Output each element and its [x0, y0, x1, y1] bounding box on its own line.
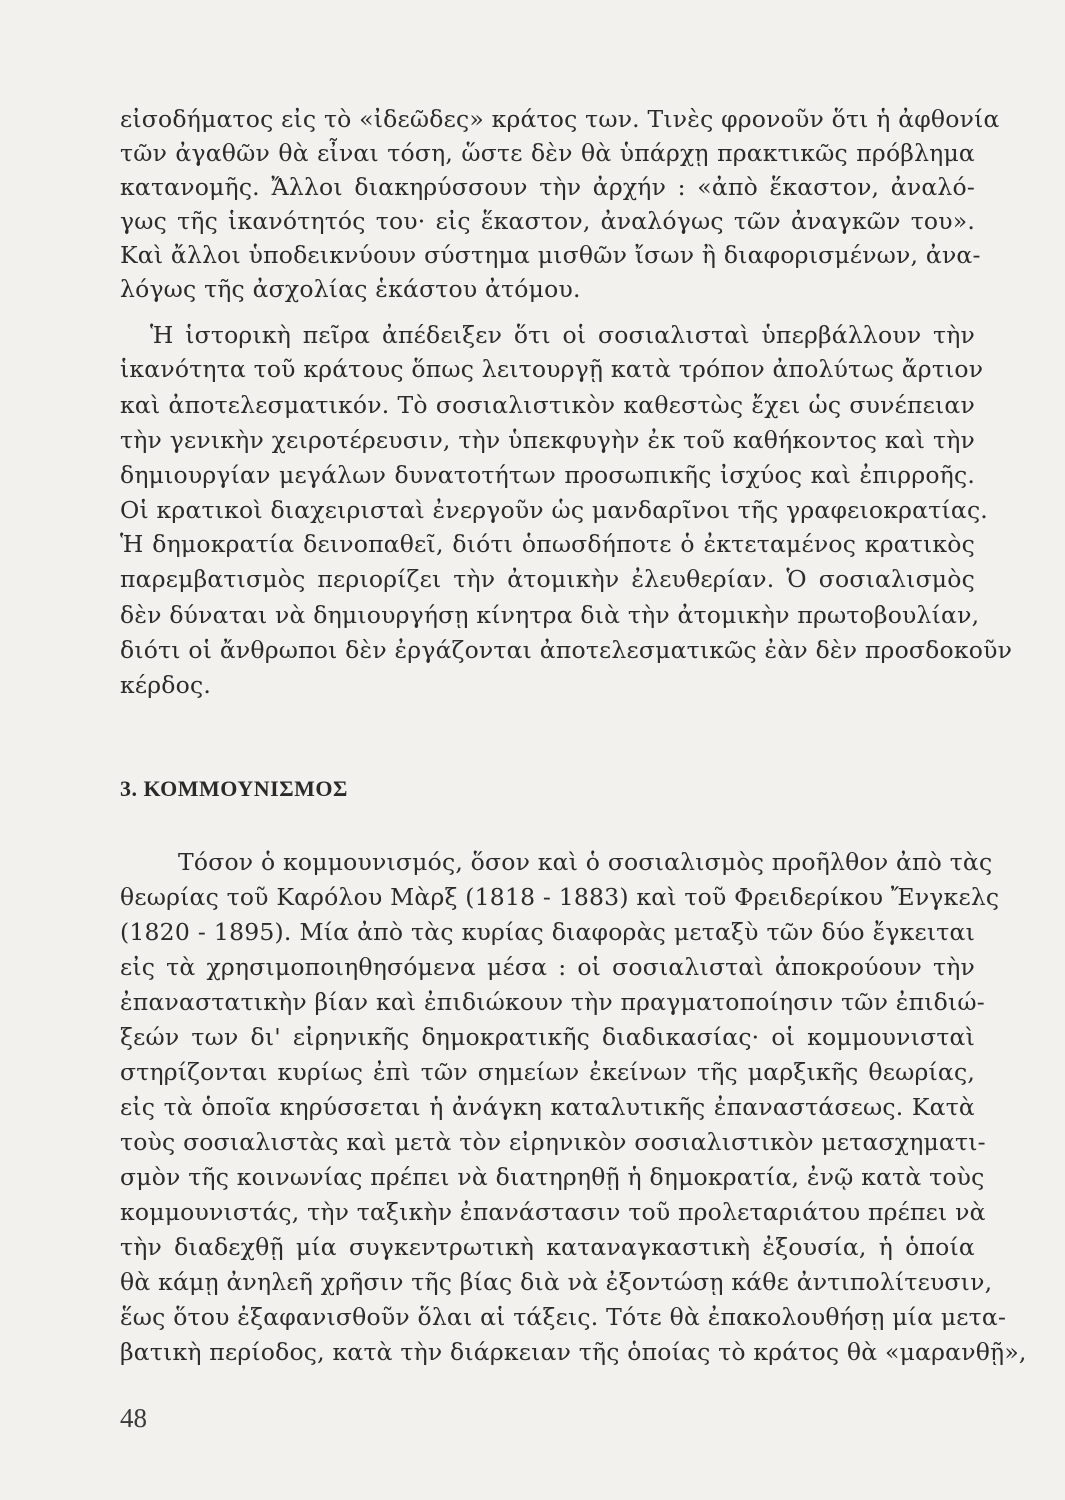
text-line: τὴν διαδεχθῇ μία συγκεντρωτικὴ καταναγκαστικὴ ἐξουσία, ἡ ὁποία [120, 1233, 975, 1261]
text-line: ἕως ὅτου ἐξαφανισθοῦν ὅλαι αἱ τάξεις. Τότε θὰ ἐπακολουθήσῃ μία μετα- [120, 1303, 1007, 1331]
text-line: ξεών των δι' εἰρηνικῆς δημοκρατικῆς διαδικασίας· οἱ κομμουνισταὶ [120, 1023, 975, 1051]
text-line: σμὸν τῆς κοινωνίας πρέπει νὰ διατηρηθῇ ἡ δημοκρατία, ἐνῷ κατὰ τοὺς [120, 1163, 985, 1191]
text-line: Τόσον ὁ κομμουνισμός, ὅσον καὶ ὁ σοσιαλισμὸς προῆλθον ἀπὸ τὰς [178, 848, 993, 876]
text-line: στηρίζονται κυρίως ἐπὶ τῶν σημείων ἐκείνων τῆς μαρξικῆς θεωρίας, [120, 1058, 975, 1086]
text-line: βατικὴ περίοδος, κατὰ τὴν διάρκειαν τῆς ὁποίας τὸ κράτος θὰ «μαρανθῇ», [120, 1338, 1027, 1366]
page-number: 48 [120, 1403, 147, 1433]
text-line: καὶ ἀποτελεσματικόν. Τὸ σοσιαλιστικὸν καθεστὼς ἔχει ὡς συνέπειαν [120, 391, 975, 419]
section-heading: 3. ΚΟΜΜΟΥΝΙΣΜΟΣ [120, 776, 348, 801]
text-line: θὰ κάμῃ ἀνηλεῆ χρῆσιν τῆς βίας διὰ νὰ ἐξοντώσῃ κάθε ἀντιπολίτευσιν, [120, 1268, 993, 1296]
text-line: λόγως τῆς ἀσχολίας ἑκάστου ἀτόμου. [120, 275, 581, 303]
text-line: γως τῆς ἱκανότητός του· εἰς ἕκαστον, ἀναλόγως τῶν ἀναγκῶν του». [120, 207, 975, 235]
text-line: παρεμβατισμὸς περιορίζει τὴν ἀτομικὴν ἐλευθερίαν. Ὁ σοσιαλισμὸς [120, 565, 975, 593]
text-line: δημιουργίαν μεγάλων δυνατοτήτων προσωπικῆς ἰσχύος καὶ ἐπιρροῆς. [120, 461, 975, 489]
text-line: τῶν ἀγαθῶν θὰ εἶναι τόση, ὥστε δὲν θὰ ὑπάρχῃ πρακτικῶς πρόβλημα [120, 139, 975, 167]
text-line: ἱκανότητα τοῦ κράτους ὅπως λειτουργῇ κατὰ τρόπον ἀπολύτως ἄρτιον [120, 355, 984, 383]
text-line: Ἡ ἱστορικὴ πεῖρα ἀπέδειξεν ὅτι οἱ σοσιαλισταὶ ὑπερβάλλουν τὴν [150, 321, 975, 349]
text-line: διότι οἱ ἄνθρωποι δὲν ἐργάζονται ἀποτελεσματικῶς ἐὰν δὲν προσδοκοῦν [120, 636, 1013, 664]
text-line: ἐπαναστατικὴν βίαν καὶ ἐπιδιώκουν τὴν πραγματοποίησιν τῶν ἐπιδιώ- [120, 988, 985, 1016]
text-line: Οἱ κρατικοὶ διαχειρισταὶ ἐνεργοῦν ὡς μανδαρῖνοι τῆς γραφειοκρατίας. [120, 496, 988, 524]
text-line: Καὶ ἄλλοι ὑποδεικνύουν σύστημα μισθῶν ἴσων ἢ διαφορισμένων, ἀνα- [120, 241, 981, 269]
text-line: τὴν γενικὴν χειροτέρευσιν, τὴν ὑπεκφυγὴν ἐκ τοῦ καθήκοντος καὶ τὴν [120, 426, 975, 454]
text-line: εἰς τὰ χρησιμοποιηθησόμενα μέσα : οἱ σοσιαλισταὶ ἀποκρούουν τὴν [120, 953, 975, 981]
text-line: εἰς τὰ ὁποῖα κηρύσσεται ἡ ἀνάγκη καταλυτικῆς ἐπαναστάσεως. Κατὰ [120, 1093, 975, 1121]
text-line: κέρδος. [120, 671, 212, 699]
text-line: τοὺς σοσιαλιστὰς καὶ μετὰ τὸν εἰρηνικὸν σοσιαλιστικὸν μετασχηματι- [120, 1128, 986, 1156]
text-line: θεωρίας τοῦ Καρόλου Μὰρξ (1818 - 1883) καὶ τοῦ Φρειδερίκου Ἔνγκελς [120, 883, 1000, 911]
text-line: δὲν δύναται νὰ δημιουργήσῃ κίνητρα διὰ τὴν ἀτομικὴν πρωτοβουλίαν, [120, 601, 980, 629]
text-line: Ἡ δημοκρατία δεινοπαθεῖ, διότι ὁπωσδήποτε ὁ ἐκτεταμένος κρατικὸς [120, 530, 975, 558]
text-line: κατανομῆς. Ἄλλοι διακηρύσσουν τὴν ἀρχήν : «ἀπὸ ἕκαστον, ἀναλό- [120, 173, 975, 201]
text-line: κομμουνιστάς, τὴν ταξικὴν ἐπανάστασιν τοῦ προλεταριάτου πρέπει νὰ [120, 1198, 986, 1226]
text-line: (1820 - 1895). Μία ἀπὸ τὰς κυρίας διαφορὰς μεταξὺ τῶν δύο ἔγκειται [120, 918, 975, 946]
text-line: εἰσοδήματος εἰς τὸ «ἰδεῶδες» κράτος των. Τινὲς φρονοῦν ὅτι ἡ ἀφθονία [120, 105, 1000, 133]
